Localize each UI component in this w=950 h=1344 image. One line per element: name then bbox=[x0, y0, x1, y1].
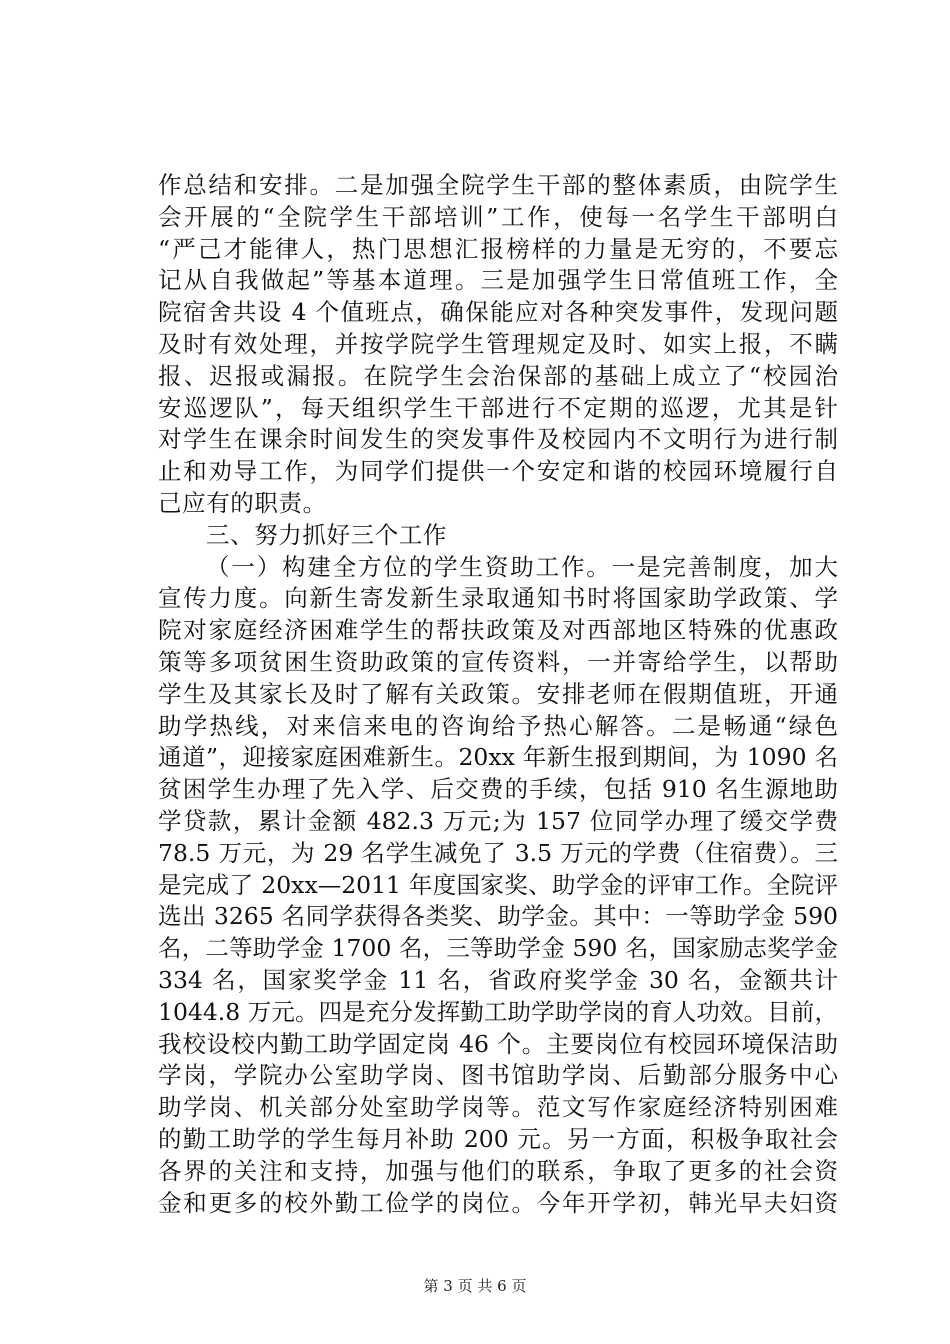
text-line: 助学岗、机关部分处室助学岗等。范文写作家庭经济特别困难 bbox=[158, 1093, 838, 1122]
text-line: 名，二等助学金 1700 名，三等助学金 590 名，国家励志奖学金 bbox=[158, 934, 838, 963]
text-line: 记从自我做起”等基本道理。三是加强学生日常值班工作，全 bbox=[158, 266, 838, 295]
text-line: 止和劝导工作，为同学们提供一个安定和谐的校园环境履行自 bbox=[158, 457, 838, 486]
text-line: 金和更多的校外勤工俭学的岗位。今年开学初，韩光早夫妇资 bbox=[158, 1188, 838, 1217]
text-line: 1044.8 万元。四是充分发挥勤工助学助学岗的育人功效。目前， bbox=[158, 997, 838, 1026]
text-line: 对学生在课余时间发生的突发事件及校园内不文明行为进行制 bbox=[158, 425, 838, 454]
text-line: 助学热线，对来信来电的咨询给予热心解答。二是畅通“绿色 bbox=[158, 711, 838, 740]
text-line: 会开展的“全院学生干部培训”工作，使每一名学生干部明白 bbox=[158, 202, 838, 231]
page-number-footer: 第 3 页 共 6 页 bbox=[423, 1277, 527, 1295]
section-heading: 三、努力抓好三个工作 bbox=[206, 520, 447, 549]
text-line: 学生及其家长及时了解有关政策。安排老师在假期值班，开通 bbox=[158, 679, 838, 708]
text-line: “严己才能律人，热门思想汇报榜样的力量是无穷的，不要忘 bbox=[158, 234, 838, 263]
body-text bbox=[158, 170, 838, 1219]
text-line: 的勤工助学的学生每月补助 200 元。另一方面，积极争取社会 bbox=[158, 1124, 838, 1153]
text-line: 院宿舍共设 4 个值班点，确保能应对各种突发事件，发现问题 bbox=[158, 298, 838, 327]
text-line: 贫困学生办理了先入学、后交费的手续，包括 910 名生源地助 bbox=[158, 775, 838, 804]
text-line: 作总结和安排。二是加强全院学生干部的整体素质，由院学生 bbox=[158, 171, 838, 199]
text-line: 选出 3265 名同学获得各类奖、助学金。其中：一等助学金 590 bbox=[158, 902, 838, 931]
text-line: 78.5 万元，为 29 名学生减免了 3.5 万元的学费（住宿费）。三 bbox=[158, 838, 838, 867]
text-line: （一）构建全方位的学生资助工作。一是完善制度，加大 bbox=[206, 552, 838, 581]
text-line: 各界的关注和支持，加强与他们的联系，争取了更多的社会资 bbox=[158, 1156, 838, 1185]
text-line: 院对家庭经济困难学生的帮扶政策及对西部地区特殊的优惠政 bbox=[158, 616, 838, 645]
text-line: 学岗，学院办公室助学岗、图书馆助学岗、后勤部分服务中心 bbox=[158, 1061, 838, 1090]
text-line: 己应有的职责。 bbox=[158, 488, 327, 517]
text-line: 安巡逻队”，每天组织学生干部进行不定期的巡逻，尤其是针 bbox=[158, 393, 838, 422]
text-line: 报、迟报或漏报。在院学生会治保部的基础上成立了“校园治 bbox=[158, 361, 838, 390]
text-line: 334 名，国家奖学金 11 名，省政府奖学金 30 名，金额共计 bbox=[158, 965, 838, 994]
text-line: 是完成了 20xx—2011 年度国家奖、助学金的评审工作。全院评 bbox=[158, 870, 838, 899]
text-line: 学贷款，累计金额 482.3 万元;为 157 位同学办理了缓交学费 bbox=[158, 806, 838, 835]
text-line: 我校设校内勤工助学固定岗 46 个。主要岗位有校园环境保洁助 bbox=[158, 1029, 838, 1058]
text-line: 策等多项贫困生资助政策的宣传资料，一并寄给学生，以帮助 bbox=[158, 647, 838, 676]
text-line: 及时有效处理，并按学院学生管理规定及时、如实上报，不瞒 bbox=[158, 329, 838, 358]
text-line: 宣传力度。向新生寄发新生录取通知书时将国家助学政策、学 bbox=[158, 584, 838, 613]
text-line: 通道”，迎接家庭困难新生。20xx 年新生报到期间，为 1090 名 bbox=[158, 743, 838, 772]
